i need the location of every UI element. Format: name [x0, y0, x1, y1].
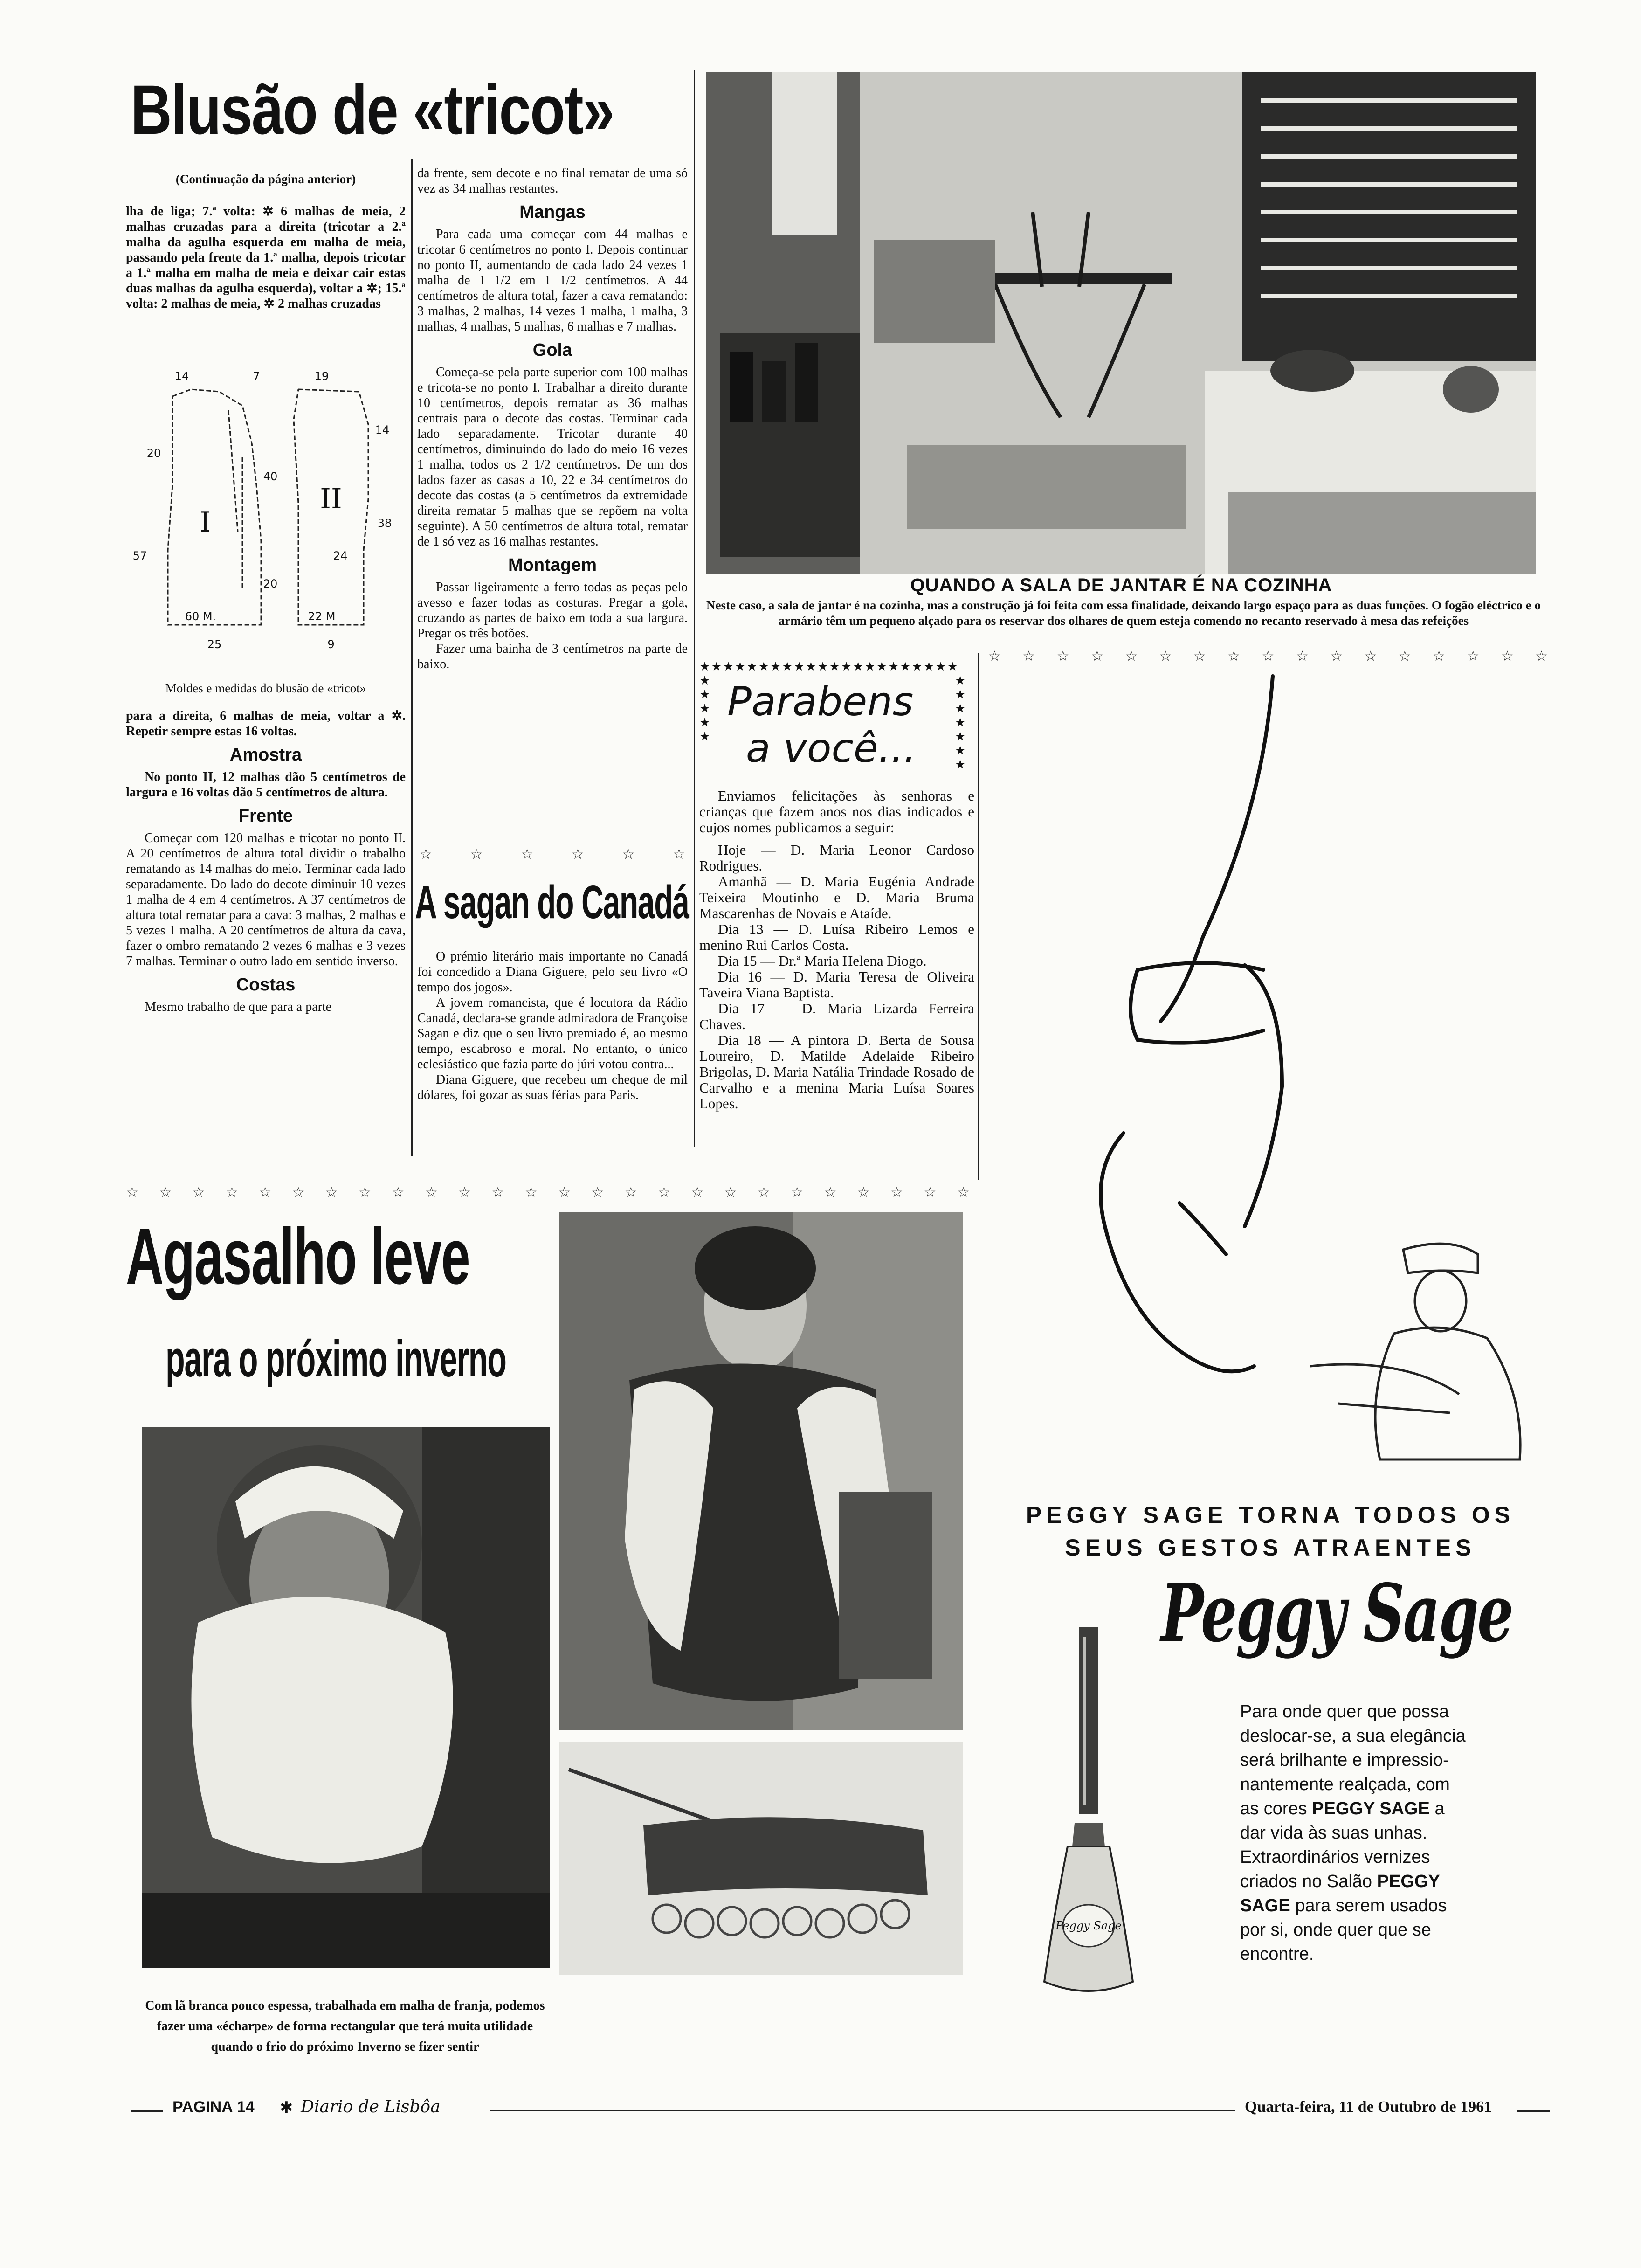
parabens-title-2: a você...: [746, 725, 917, 772]
ad-body-line: [1240, 1748, 1562, 1772]
list-item: Dia 16 — D. Maria Teresa de Oliveira Taveira Viana Baptista.: [699, 968, 974, 1001]
ad-body-line: [1240, 1894, 1562, 1918]
parabens-intro: Enviamos felicitações às senhoras e crianças que fazem anos nos dias indicados e cujos nomes publicamos a seguir:: [699, 788, 974, 836]
kitchen-title: QUANDO A SALA DE JANTAR É NA COZINHA: [910, 575, 1332, 595]
montagem-text: Passar ligeiramente a ferro todas as peças pelo avesso e fazer todas as costuras. Pregar a gola, cruzando as partes de baixo em toda a sua largura. Pregar os três botões.: [417, 580, 688, 641]
birthday-list: [699, 842, 974, 1112]
diagram-label: 57: [132, 549, 147, 562]
after-diagram-text: para a direita, 6 malhas de meia, voltar a ✲. Repetir sempre estas 16 voltas.: [126, 709, 406, 739]
ad-body-line: [1240, 1918, 1562, 1942]
column-divider: [411, 159, 413, 1156]
sagan-article: [417, 949, 688, 1103]
peggy-sage-ad: [984, 667, 1566, 2084]
woman-scarf-illustration: [142, 1427, 550, 1968]
agasalho-subtitle: para o próximo inverno: [165, 1330, 506, 1388]
ad-text-segment: encontre.: [1240, 1944, 1314, 1964]
ad-body-line: [1240, 1797, 1562, 1821]
diagram-label: 19: [314, 370, 329, 383]
continuation-note: (Continuação da página anterior): [175, 172, 356, 186]
frente-text: Começar com 120 malhas e tricotar no ponto II. A 20 centímetros de altura total dividir o trabalho rematando as 14 malhas do meio. Terminar cada lado separadamente. Do lado do decote diminuir 10 vezes 1 malha de 4 em 4 centímetros. A 37 centímetros de altura total rematar para a cava: 3 malhas, 2 malhas e 5 vezes 1 malha. A 20 centímetros de altura da cava, fazer o ombro rematando 2 vezes 6 malhas e 3 vezes 7 malhas. Terminar o outro lado em sentido inverso.: [126, 831, 406, 968]
mangas-text: Para cada uma começar com 44 malhas e tricotar 6 centímetros no ponto I. Depois continuar no ponto II, aumentando de cada lado 24 vezes 1 malha de 1 1/2 em 1 1/2 centímetros. A 44 centímetros de altura total, fazer a cava rematando: 3 malhas, 2 malhas, 14 vezes 1 malha, 1 malha, 3 malhas, 4 malhas, 5 malhas, 6 malhas e 7 malhas.: [417, 227, 688, 334]
ad-body-line: [1240, 1724, 1562, 1748]
amostra-text: No ponto II, 12 malhas dão 5 centímetros de largura e 16 voltas dão 5 centímetros de altura.: [126, 770, 406, 800]
blusao-intro: lha de liga; 7.ª volta: ✲ 6 malhas de meia, 2 malhas cruzadas para a direita (tricotar a 2.ª malha da agulha esquerda em malha de meia, passando pela frente da 1.ª malha, depois tricotar a 1.ª malha em malha de meia e deixar cair estas duas malhas da agulha esquerda), voltar a ✲; 15.ª volta: 2 malhas de meia, ✲ 2 malhas cruzadas: [126, 204, 406, 311]
brand-name: PEGGY: [1377, 1872, 1440, 1891]
diagram-label: 20: [263, 577, 278, 590]
costas-text: Mesmo trabalho de que para a parte: [145, 1000, 332, 1014]
gola-text: Começa-se pela parte superior com 100 malhas e tricota-se no ponto I. Trabalhar a direito durante 10 centímetros, depois rematar as 36 malhas centrais para o decote das costas. Terminar cada lado separadamente. Tricotar durante 40 centímetros, diminuindo do lado do meio 16 vezes 1 malha, todos os 2 1/2 centímetros. De um dos lados fazer as casas a 10, 22 e 34 centímetros do decote das costas (a 5 centímetros da extremidade direita rematar 5 malhas que se repõem na volta seguinte). A 50 centímetros de altura total, rematar de 1 só vez as 16 malhas restantes.: [417, 365, 688, 549]
gola-heading: Gola: [532, 340, 572, 360]
diagram-label: 9: [327, 638, 335, 651]
pattern-pieces-svg: [126, 364, 406, 653]
sagan-p2: A jovem romancista, que é locutora da Rádio Canadá, declara-se grande admiradora de Françoise Sagan e diz que o seu livro premiado é, ao mesmo tempo, escabroso e moral. No entanto, o único eclesiástico que fazia parte do júri votou contra...: [417, 996, 688, 1072]
ad-text-segment: será brilhante e impressio-: [1240, 1750, 1449, 1770]
star-divider: ☆ ☆ ☆ ☆ ☆ ☆ ☆ ☆ ☆ ☆ ☆ ☆ ☆ ☆ ☆ ☆ ☆ ☆ ☆ ☆ ☆ ☆ ☆ ☆ ☆ ☆: [126, 1184, 970, 1201]
ad-body-line: [1240, 1845, 1562, 1869]
diagram-label: 22 M: [308, 610, 336, 623]
woman-scarf-photo: [142, 1427, 550, 1968]
sagan-p3: Diana Giguere, que recebeu um cheque de mil dólares, foi gozar as suas férias para Paris.: [417, 1072, 688, 1102]
page-number: PAGINA 14: [172, 2098, 255, 2116]
list-item: Dia 13 — D. Luísa Ribeiro Lemos e menino Rui Carlos Costa.: [699, 921, 974, 953]
col2-top-text: da frente, sem decote e no final rematar de uma só vez as 34 malhas restantes.: [417, 166, 688, 196]
brand-name: SAGE: [1240, 1896, 1290, 1915]
ad-body-line: [1240, 1869, 1562, 1894]
diagram-label: 38: [377, 517, 392, 530]
list-item: Amanhã — D. Maria Eugénia Andrade Teixeira Moutinho e D. Maria Bruma Mascarenhas de Novais e Ataíde.: [699, 873, 974, 921]
ad-headline-2: SEUS GESTOS ATRAENTES: [1065, 1535, 1476, 1561]
star-border-right: ★ ★ ★ ★ ★ ★ ★: [955, 674, 966, 771]
ad-body-line: [1240, 1821, 1562, 1845]
star-divider: ☆ ☆ ☆ ☆ ☆ ☆: [420, 846, 685, 863]
blusao-column-1-lower: [126, 681, 406, 1015]
brand-name: PEGGY SAGE: [1312, 1799, 1430, 1819]
column-divider: [978, 653, 979, 1180]
parabens-box: [699, 660, 970, 783]
ad-text-segment: Para onde quer que possa: [1240, 1702, 1449, 1722]
bottle-label: Peggy Sage: [1055, 1919, 1122, 1932]
list-item: Hoje — D. Maria Leonor Cardoso Rodrigues.: [699, 842, 974, 874]
diagram-label: 25: [207, 638, 222, 651]
agasalho-caption: Com lã branca pouco espessa, trabalhada em malha de franja, podemos fazer uma «écharpe» de forma rectangular que terá muita utilidade quando o frio do próximo Inverno se fizer sentir: [145, 1998, 545, 2054]
star-divider: ☆ ☆ ☆ ☆ ☆ ☆ ☆ ☆ ☆ ☆ ☆ ☆ ☆ ☆ ☆ ☆ ☆: [988, 648, 1548, 664]
diagram-label: 7: [253, 370, 260, 383]
piece-label-ii: II: [320, 483, 342, 515]
diagram-label: 14: [174, 370, 189, 383]
star-separator-icon: ✱: [280, 2098, 293, 2117]
peggy-sage-logo: Peggy Sage: [1161, 1567, 1512, 1660]
list-item: Dia 17 — D. Maria Lizarda Ferreira Chaves.: [699, 1000, 974, 1032]
newspaper-name: Diario de Lisbôa: [301, 2097, 441, 2116]
footer-rule-right: [1517, 2110, 1550, 2112]
footer-rule-center: [490, 2110, 1235, 2111]
ad-body-text: [1240, 1700, 1562, 1966]
blusao-column-1: [126, 172, 406, 311]
diagram-label: 60 M.: [185, 610, 216, 623]
hand-and-doorman-illustration: [984, 667, 1566, 1515]
column-divider: [694, 70, 695, 1147]
parabens-article: [699, 788, 974, 1112]
agasalho-title: Agasalho leve: [126, 1212, 470, 1301]
blusao-title: Blusão de «tricot»: [131, 70, 614, 149]
kitchen-photo: [706, 72, 1536, 574]
ad-text-segment: nantemente realçada, com: [1240, 1775, 1450, 1794]
ad-headline-1: PEGGY SAGE TORNA TODOS OS: [1026, 1502, 1515, 1528]
sagan-p1: O prémio literário mais importante no Canadá foi concedido a Diana Giguere, pelo seu livro «O tempo dos jogos».: [417, 949, 688, 995]
ad-body-line: [1240, 1942, 1562, 1966]
ad-body-line: [1240, 1700, 1562, 1724]
kitchen-illustration: [706, 72, 1536, 574]
ad-text-segment: as cores: [1240, 1799, 1312, 1819]
montagem-text-2: Fazer uma bainha de 3 centímetros na parte de baixo.: [417, 642, 688, 671]
amostra-heading: Amostra: [229, 745, 302, 765]
frente-heading: Frente: [238, 806, 293, 826]
piece-label-i: I: [200, 506, 211, 539]
list-item: Dia 18 — A pintora D. Berta de Sousa Loureiro, D. Matilde Adelaide Ribeiro Brigolas, D. Maria Natália Trindade Rosado de Carvalho e a menina Maria Luísa Soares Lopes.: [699, 1032, 974, 1112]
list-item: Dia 15 — Dr.ª Maria Helena Diogo.: [718, 953, 927, 969]
kitchen-caption: Neste caso, a sala de jantar é na cozinha, mas a construção já foi feita com essa finalidade, deixando largo espaço para as duas funções. O fogão eléctrico e o armário têm um pequeno alçado para os reservar dos olhares de quem esteja comendo no recanto reservado à mesa das refeições: [706, 598, 1541, 628]
star-border-left: ★ ★ ★ ★ ★: [699, 674, 710, 743]
parabens-title-1: Parabens: [727, 678, 914, 725]
diagram-label: 20: [146, 447, 161, 460]
knitting-closeup-photo: [559, 1742, 963, 1975]
diagram-label: 24: [333, 549, 348, 562]
costas-heading: Costas: [236, 975, 296, 995]
issue-date: Quarta-feira, 11 de Outubro de 1961: [1245, 2098, 1492, 2116]
footer-rule-left: [131, 2110, 163, 2112]
montagem-heading: Montagem: [508, 555, 597, 575]
diagram-label: 40: [263, 470, 278, 483]
mangas-heading: Mangas: [519, 202, 586, 222]
nail-polish-bottle: [1035, 1627, 1142, 2010]
front-piece-outline: [168, 389, 261, 625]
woman-painting-photo: [559, 1212, 963, 1730]
blusao-column-2: [417, 166, 688, 672]
woman-shawl-illustration: [559, 1212, 963, 1730]
diagram-caption: Moldes e medidas do blusão de «tricot»: [165, 681, 366, 695]
page-footer: [131, 2098, 1552, 2122]
polish-bottle-illustration: [1035, 1627, 1142, 2010]
ad-text-segment: a: [1429, 1799, 1445, 1819]
ad-text-segment: deslocar-se, a sua elegância: [1240, 1726, 1466, 1746]
knitting-closeup-illustration: [559, 1742, 963, 1975]
ad-text-segment: criados no Salão: [1240, 1872, 1377, 1891]
ad-body-line: [1240, 1772, 1562, 1797]
diagram-label: 14: [375, 423, 390, 436]
sagan-title: A sagan do Canadá: [415, 876, 689, 928]
ad-text-segment: para serem usados: [1290, 1896, 1447, 1915]
star-border-top: ★★★★★★★★★★★★★★★★★★★★★★: [699, 660, 959, 673]
ad-text-segment: dar vida às suas unhas.: [1240, 1823, 1427, 1843]
knitting-diagram: [126, 364, 406, 653]
ad-text-segment: Extraordinários vernizes: [1240, 1847, 1430, 1867]
ad-text-segment: por si, onde quer que se: [1240, 1920, 1431, 1940]
